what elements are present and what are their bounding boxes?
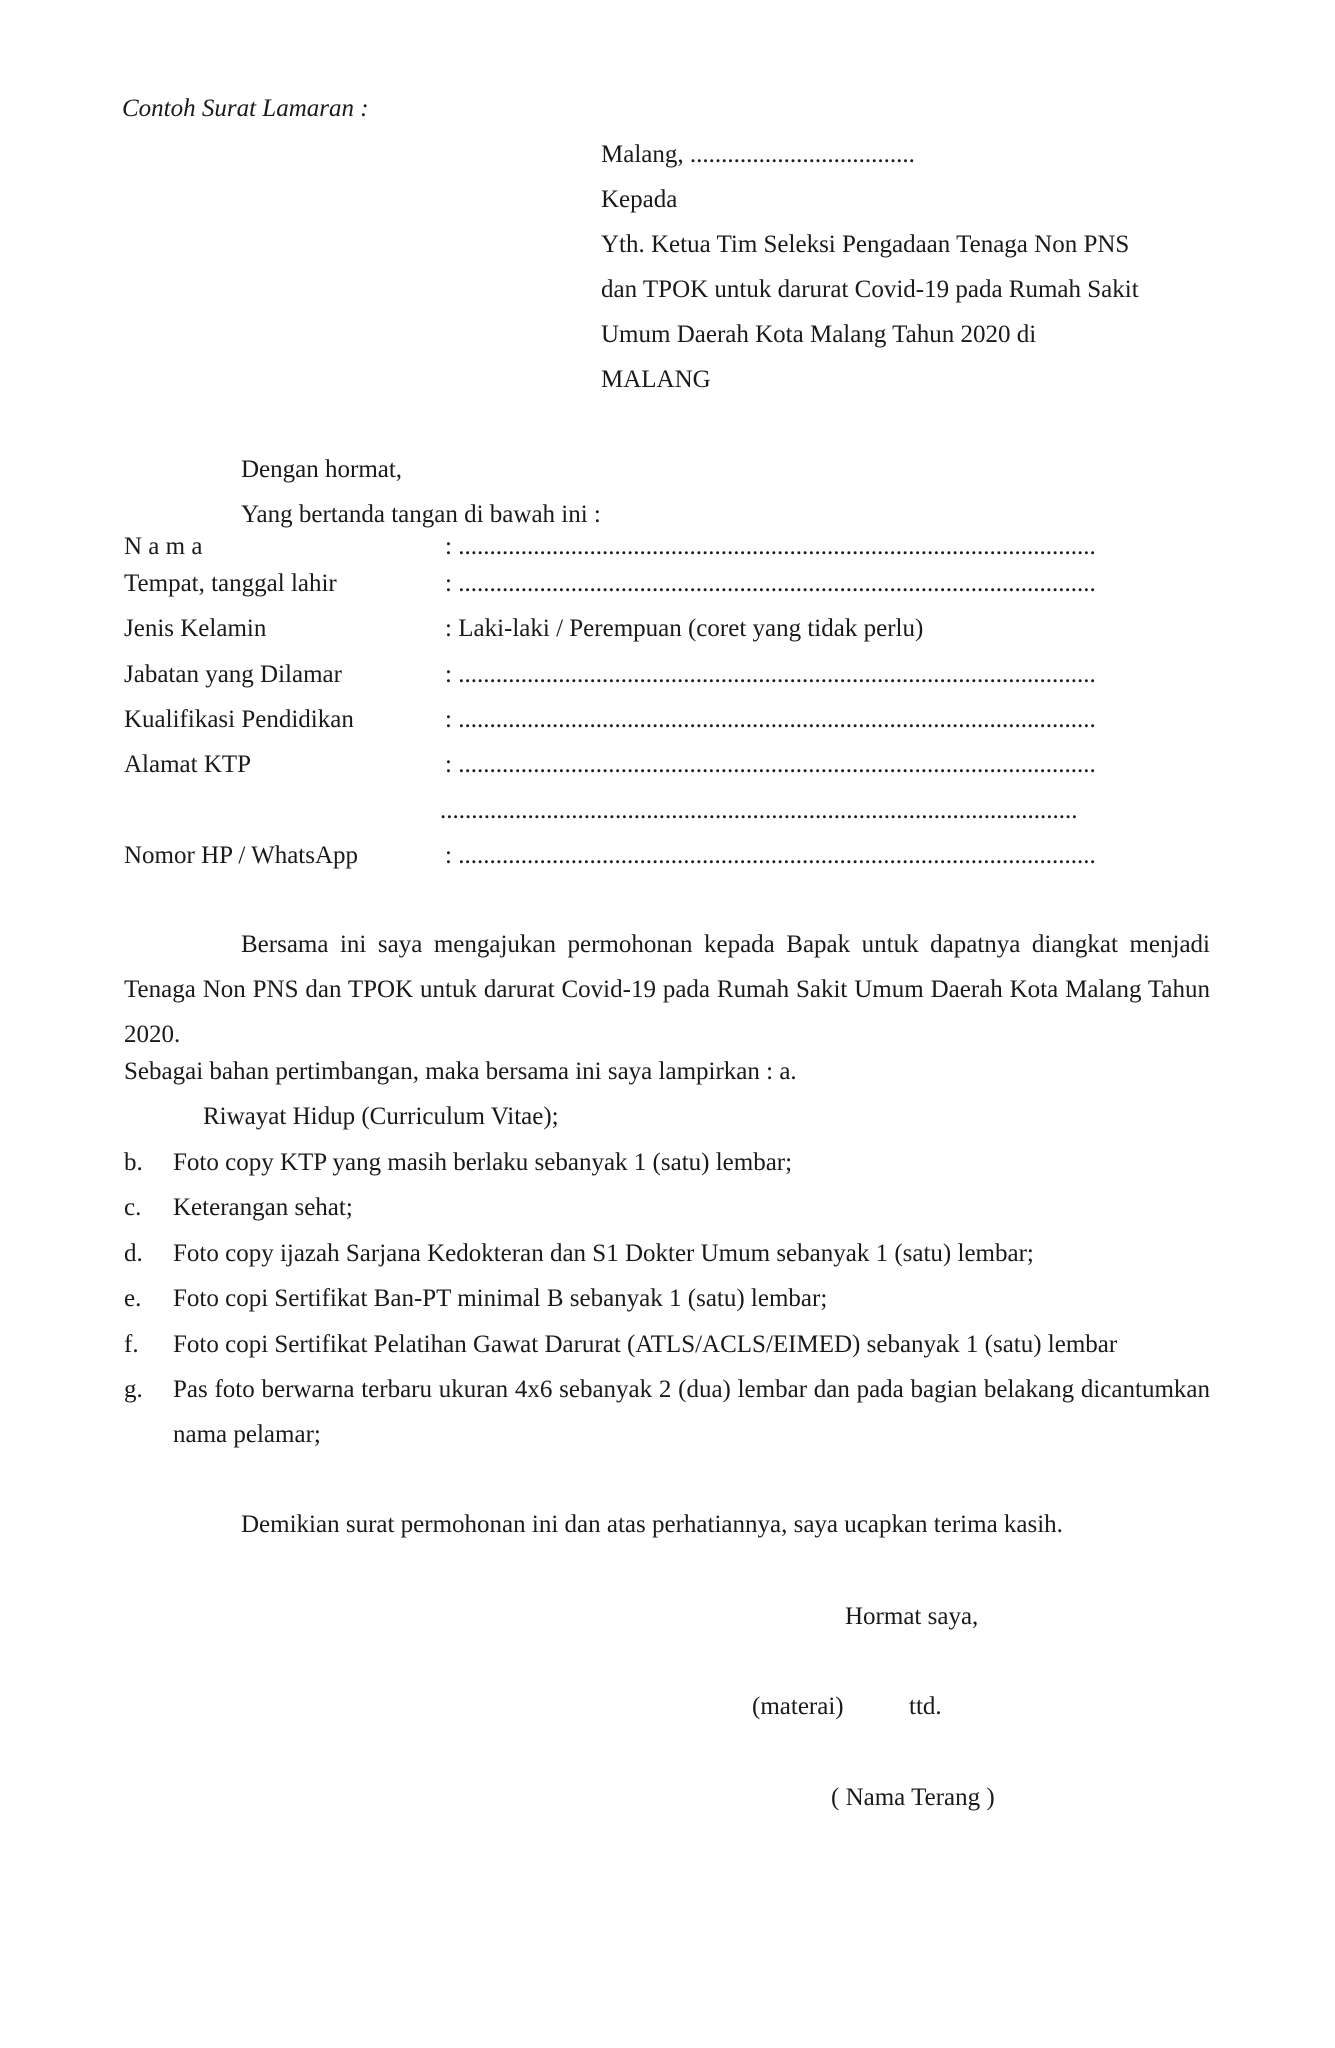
field-row-phone [124, 841, 1134, 871]
attachment-item-a: Riwayat Hidup (Curriculum Vitae); [203, 1103, 559, 1130]
field-row-nama [124, 532, 1134, 562]
field-row-address [124, 750, 1134, 780]
field-label: Alamat KTP [124, 751, 252, 778]
closing-sentence: Demikian surat permohonan ini dan atas perhatiannya, saya ucapkan terima kasih. [241, 1511, 1063, 1538]
recipient-city: MALANG [601, 366, 711, 393]
recipient-line: Umum Daerah Kota Malang Tahun 2020 di [601, 321, 1037, 348]
list-letter: e. [124, 1285, 142, 1312]
field-value: : ...................................................................................................... [445, 533, 1096, 560]
greeting: Dengan hormat, [241, 456, 403, 483]
list-letter: c. [124, 1194, 142, 1221]
list-text: Foto copi Sertifikat Ban-PT minimal B sebanyak 1 (satu) lembar; [173, 1285, 828, 1312]
field-label: N a m a [124, 533, 203, 560]
list-letter: d. [124, 1240, 143, 1267]
recipient-block [601, 140, 1139, 410]
field-row-gender [124, 614, 1134, 644]
regards: Hormat saya, [845, 1603, 979, 1630]
attachments-intro: Sebagai bahan pertimbangan, maka bersama ini saya lampirkan : a. [124, 1058, 797, 1085]
field-label: Nomor HP / WhatsApp [124, 842, 359, 869]
recipient-line: dan TPOK untuk darurat Covid-19 pada Rumah Sakit [601, 276, 1139, 303]
field-value: : ...................................................................................................... [445, 706, 1096, 733]
intro-line: Yang bertanda tangan di bawah ini : [241, 501, 601, 528]
field-value: : Laki-laki / Perempuan (coret yang tidak perlu) [445, 615, 924, 642]
field-label: Kualifikasi Pendidikan [124, 706, 354, 733]
field-value: : ...................................................................................................... [445, 570, 1096, 597]
list-text: Keterangan sehat; [173, 1194, 353, 1221]
list-text: Foto copy KTP yang masih berlaku sebanyak 1 (satu) lembar; [173, 1149, 793, 1176]
field-value: : ...................................................................................................... [445, 842, 1096, 869]
list-letter: b. [124, 1149, 143, 1176]
field-row-position [124, 660, 1134, 690]
list-text: Pas foto berwarna terbaru ukuran 4x6 sebanyak 2 (dua) lembar dan pada bagian belakang dicantumkan nama pelamar; [173, 1376, 1210, 1448]
field-value: : ...................................................................................................... [445, 661, 1096, 688]
field-label: Tempat, tanggal lahir [124, 570, 337, 597]
list-letter: f. [124, 1331, 139, 1358]
letter-heading: Contoh Surat Lamaran : [122, 95, 369, 122]
field-row-ttl [124, 569, 1134, 599]
list-text: Foto copi Sertifikat Pelatihan Gawat Darurat (ATLS/ACLS/EIMED) sebanyak 1 (satu) lembar [173, 1331, 1118, 1358]
recipient-to: Kepada [601, 186, 678, 213]
field-row-education [124, 705, 1134, 735]
place-date: Malang, .................................... [601, 141, 915, 168]
list-letter: g. [124, 1376, 143, 1403]
field-label: Jenis Kelamin [124, 615, 267, 642]
body-paragraph: Bersama ini saya mengajukan permohonan kepada Bapak untuk dapatnya diangkat menjadi Tenaga Non PNS dan TPOK untuk darurat Covid-19 pada Rumah Sakit Umum Daerah Kota Malang Tahun 2020. [124, 931, 1210, 1048]
list-text: Foto copy ijazah Sarjana Kedokteran dan S1 Dokter Umum sebanyak 1 (satu) lembar; [173, 1240, 1034, 1267]
field-row-address-cont [124, 796, 1134, 826]
stamp-duty-label: (materai) [752, 1693, 844, 1720]
field-value: ...................................................................................................... [440, 797, 1078, 824]
signature-label: ttd. [909, 1693, 942, 1720]
field-value: : ...................................................................................................... [445, 751, 1096, 778]
recipient-line: Yth. Ketua Tim Seleksi Pengadaan Tenaga Non PNS [601, 231, 1130, 258]
field-label: Jabatan yang Dilamar [124, 661, 342, 688]
signer-name: ( Nama Terang ) [831, 1784, 995, 1811]
